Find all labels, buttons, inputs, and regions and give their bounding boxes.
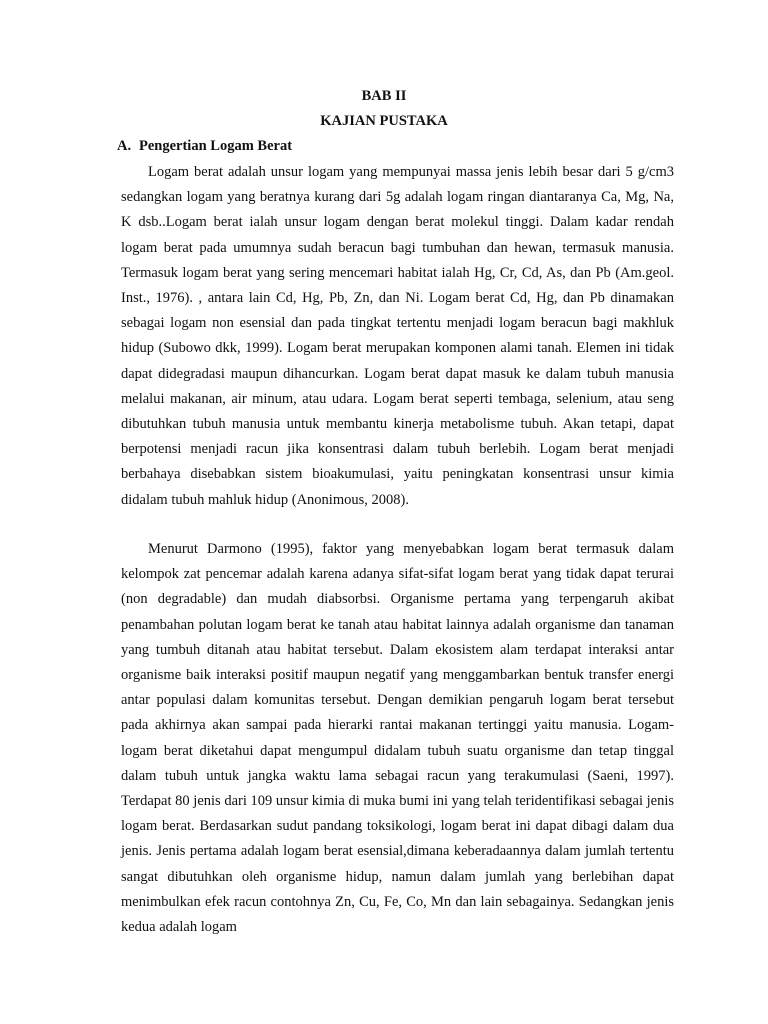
chapter-heading: BAB II (361, 88, 407, 104)
section-number: A. (117, 138, 132, 154)
section-heading (117, 138, 292, 155)
body-paragraph: Menurut Darmono (1995), faktor yang menyebabkan logam berat termasuk dalam kelompok zat pencemar adalah karena adanya sifat-sifat logam berat yang tidak dapat terurai (non degradable) dan mudah diabsorbsi. Organisme pertama yang terpengaruh akibat penambahan polutan logam berat ke tanah atau habitat lainnya adalah organisme dan tanaman yang tumbuh ditanah atau habitat tersebut. Dalam ekosistem alam terdapat interaksi antar organisme baik interaksi positif maupun negatif yang menggambarkan bentuk transfer energi antar populasi dalam komunitas tersebut. Dengan demikian pengaruh logam berat tersebut pada akhirnya akan sampai pada hierarki rantai makanan tertinggi yaitu manusia. Logam-logam berat diketahui dapat mengumpul didalam tubuh suatu organisme dan tetap tinggal dalam tubuh untuk jangka waktu lama sebagai racun yang terakumulasi (Saeni, 1997). Terdapat 80 jenis dari 109 unsur kimia di muka bumi ini yang telah teridentifikasi sebagai jenis logam berat. Berdasarkan sudut pandang toksikologi, logam berat ini dapat dibagi dalam dua jenis. Jenis pertama adalah logam berat esensial,dimana keberadaannya dalam jumlah tertentu sangat dibutuhkan oleh organisme hidup, namun dalam jumlah yang berlebihan dapat menimbulkan efek racun contohnya Zn, Cu, Fe, Co, Mn dan lain sebagainya. Sedangkan jenis kedua adalah logam (121, 541, 674, 936)
chapter-title: KAJIAN PUSTAKA (320, 113, 448, 129)
section-title: Pengertian Logam Berat (139, 138, 293, 154)
body-paragraph: Logam berat adalah unsur logam yang mempunyai massa jenis lebih besar dari 5 g/cm3 sedangkan logam yang beratnya kurang dari 5g adalah logam ringan diantaranya Ca, Mg, Na, K dsb..Logam berat ialah unsur logam dengan berat molekul tinggi. Dalam kadar rendah logam berat pada umumnya sudah beracun bagi tumbuhan dan hewan, termasuk manusia. Termasuk logam berat yang sering mencemari habitat ialah Hg, Cr, Cd, As, dan Pb (Am.geol. Inst., 1976). , antara lain Cd, Hg, Pb, Zn, dan Ni. Logam berat Cd, Hg, dan Pb dinamakan sebagai logam non esensial dan pada tingkat tertentu menjadi logam beracun bagi makhluk hidup (Subowo dkk, 1999). Logam berat merupakan komponen alami tanah. Elemen ini tidak dapat didegradasi maupun dihancurkan. Logam berat dapat masuk ke dalam tubuh manusia melalui makanan, air minum, atau udara. Logam berat seperti tembaga, selenium, atau seng dibutuhkan tubuh manusia untuk membantu kinerja metabolisme tubuh. Akan tetapi, dapat berpotensi menjadi racun jika konsentrasi dalam tubuh berlebih. Logam berat menjadi berbahaya disebabkan sistem bioakumulasi, yaitu peningkatan konsentrasi unsur kimia didalam tubuh mahluk hidup (Anonimous, 2008). (121, 164, 674, 508)
